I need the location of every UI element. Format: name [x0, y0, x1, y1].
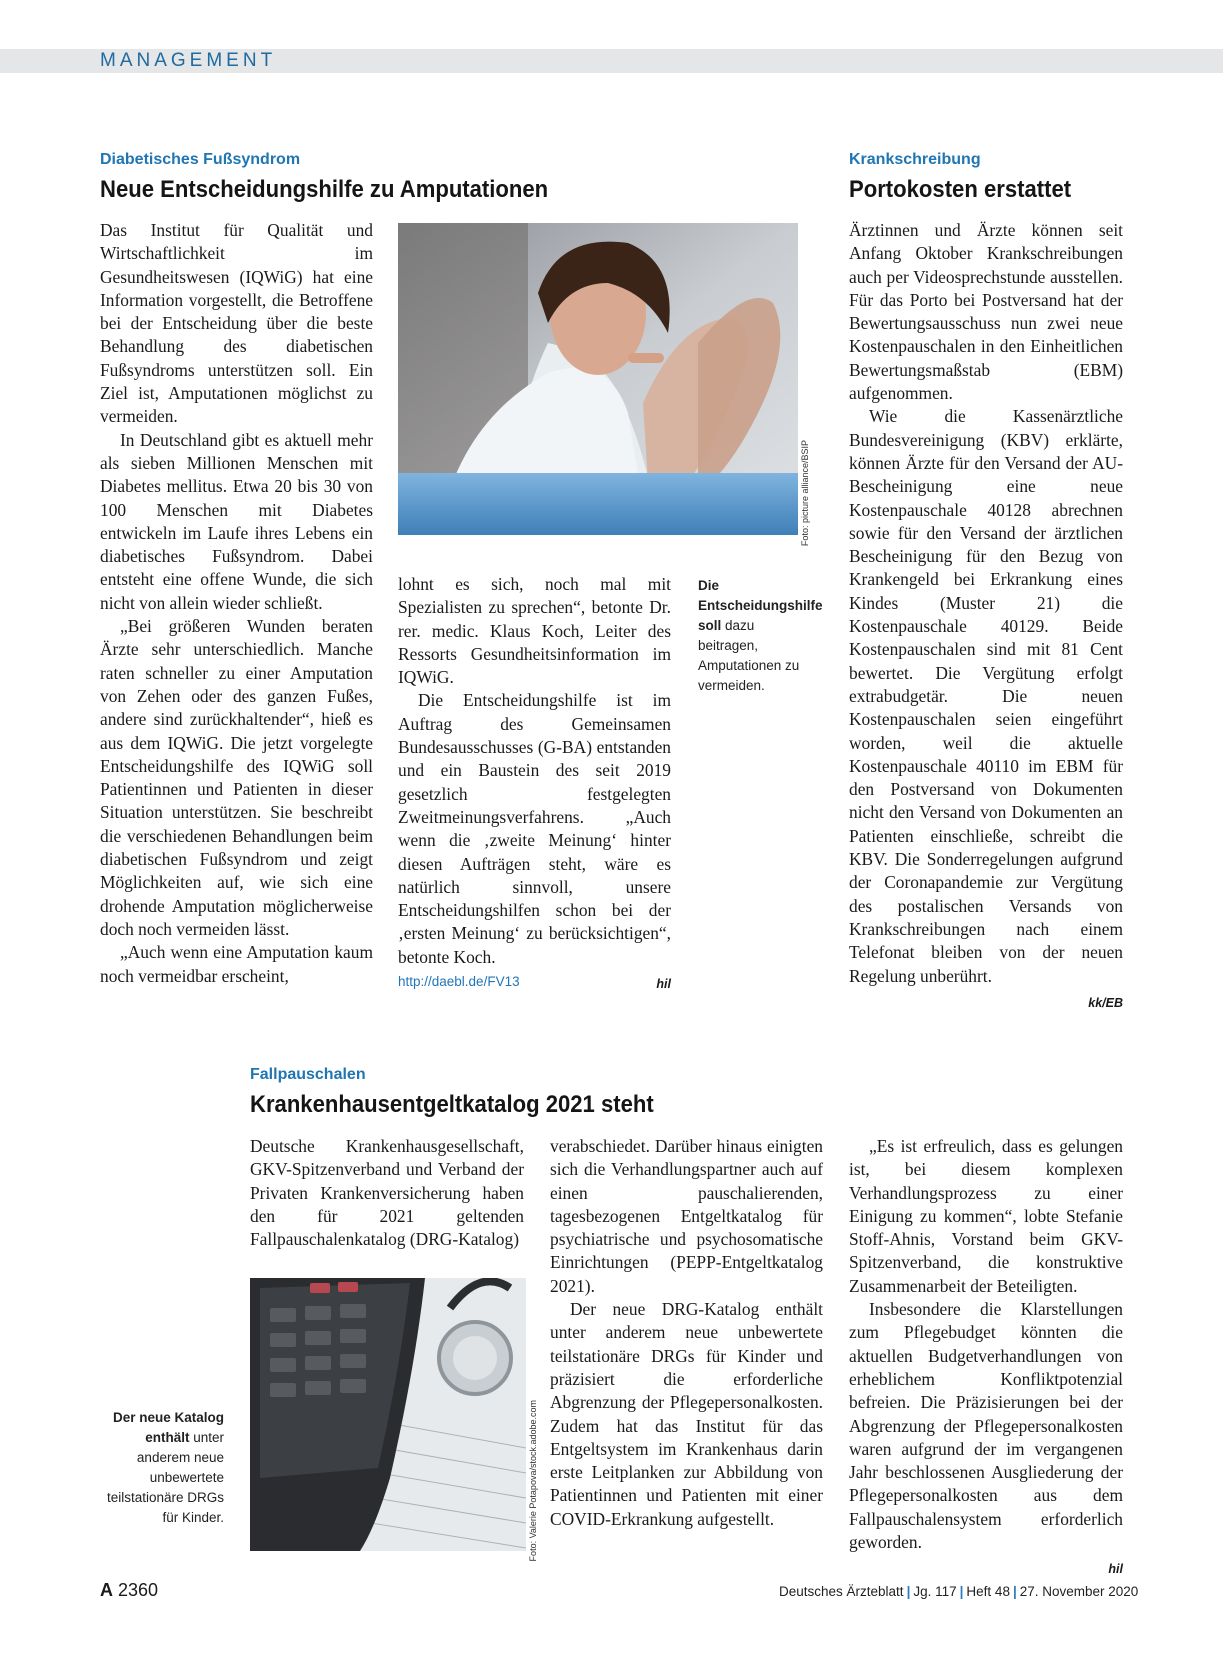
article3-paragraph: „Es ist erfreulich, dass es gelungen ist, bei diesem komplexen Verhandlungsprozess zu einer Einigung zu kommen“, lobte Stefanie Stoff-Ahnis, Vorstand beim GKV-Spitzenverband, die konstruktive Zusammenarbeit der Beteiligten.	[849, 1136, 1123, 1296]
article1-paragraph: In Deutschland gibt es aktuell mehr als sieben Millionen Menschen mit Diabetes mellitus. Etwa 20 bis 30 von 100 Menschen mit Diabetes entwickeln im Laufe ihres Lebens ein diabetisches Fußsyndrom. Dabei entsteht eine offene Wunde, die sich nicht von allein wieder schließt.	[100, 429, 373, 613]
footer-journal: Deutsches Ärzteblatt	[779, 1584, 904, 1599]
article2-column	[849, 219, 1123, 1015]
article1-signature: hil	[656, 977, 671, 992]
article3-signature: hil	[1108, 1562, 1123, 1577]
article1-paragraph: „Auch wenn eine Amputation kaum noch vermeidbar erscheint,	[100, 942, 373, 986]
page-prefix: A	[100, 1580, 113, 1600]
article3-caption	[100, 1408, 224, 1528]
calculator-photo	[250, 1278, 526, 1551]
article1-column-2	[398, 573, 671, 996]
article3-paragraph: Deutsche Krankenhausgesellschaft, GKV-Spitzenverband und Verband der Privaten Krankenversicherung haben den für 2021 geltenden Fallpauschalenkatalog (DRG-Katalog)	[250, 1136, 524, 1250]
article3-paragraph: Der neue DRG-Katalog enthält unter anderem neue unbewertete teilstationäre DRGs für Kinder und präzisiert die erforderliche Abgrenzung der Pflegepersonalkosten. Zudem hat das Institut für das Entgeltsystem im Krankenhaus darin erste Leitplanken zur Abbildung von Patientinnen und Patienten mit einer COVID-Erkrankung aufgestellt.	[550, 1299, 823, 1529]
article1-kicker: Diabetisches Fußsyndrom	[100, 151, 301, 168]
article1-link[interactable]: http://daebl.de/FV13	[398, 974, 520, 989]
article3-column-3	[849, 1135, 1123, 1582]
article2-paragraph: Ärztinnen und Ärzte können seit Anfang Oktober Krankschreibungen auch per Videosprechstunde ausstellen. Für das Porto bei Postversand hat der Bewertungsausschuss nun zwei neue Kostenpauschalen in den Einheitlichen Bewertungsmaßstab (EBM) aufgenommen.	[849, 220, 1123, 404]
footer-journal-info: Deutsches Ärzteblatt | Jg. 117 | Heft 48 | 27. November 2020	[779, 1584, 1139, 1599]
article2-kicker: Krankschreibung	[849, 151, 981, 168]
article3-kicker: Fallpauschalen	[250, 1066, 366, 1083]
article2-signature: kk/EB	[1088, 995, 1123, 1010]
caption-text: unter anderem neue unbewertete teilstationäre DRGs für Kinder.	[106, 1430, 224, 1525]
article1-paragraph: lohnt es sich, noch mal mit Spezialisten zu sprechen“, betonte Dr. rer. medic. Klaus Koch, Leiter des Ressorts Gesundheitsinformation im IQWiG.	[398, 574, 671, 688]
article3-paragraph: Insbesondere die Klarstellungen zum Pflegebudget könnten die aktuellen Budgetverhandlungen von erheblichem Konfliktpotenzial befreien. Die Präzisierungen bei der Abgrenzung der Pflegepersonalkosten waren aufgrund der im vergangenen Jahr beschlossenen Ausgliederung der Pflegepersonalkosten aus dem Fallpauschalensystem erforderlich geworden.	[849, 1299, 1123, 1553]
caption-text: dazu beitragen, Amputationen zu vermeiden.	[698, 618, 800, 693]
article1-caption	[698, 576, 823, 696]
article3-photo-credit: Foto: Valerie Potapova/stock.adobe.com	[528, 1400, 538, 1562]
section-label: MANAGEMENT	[100, 50, 277, 71]
article3-paragraph: verabschiedet. Darüber hinaus einigten sich die Verhandlungspartner auch auf einen pauschalierenden, tagesbezogenen Entgeltkatalog für psychiatrische und psychosomatische Einrichtungen (PEPP-Entgeltkatalog 2021).	[550, 1136, 823, 1296]
article1-column-1	[100, 219, 373, 988]
article1-photo-credit: Foto: picture alliance/BSIP	[800, 440, 810, 547]
article2-paragraph: Wie die Kassenärztliche Bundesvereinigung (KBV) erklärte, können Ärzte für den Versand der AU-Bescheinigung eine neue Kostenpauschale 40128 abrechnen sowie für den Versand der ärztlichen Bescheinigung für den Bezug von Krankengeld bei Erkrankung eines Kindes (Muster 21) die Kostenpauschale 40129. Beide Kostenpauschalen sind mit 81 Cent bewertet. Die Vergütung erfolgt extrabudgetär. Die neuen Kostenpauschalen seien eingeführt worden, weil die aktuelle Kostenpauschale 40110 im EBM für den Postversand von Dokumenten nicht den Versand von Dokumenten an Patienten einschließe, schreibt die KBV. Die Sonderregelungen aufgrund der Coronapandemie zur Vergütung des postalischen Versands von Krankschreibungen nach einem Telefonat bleiben von der neuen Regelung unberührt.	[849, 406, 1123, 986]
page-number	[100, 1580, 158, 1601]
article2-title: Portokosten erstattet	[849, 176, 1072, 203]
article1-paragraph: Das Institut für Qualität und Wirtschaftlichkeit im Gesundheitswesen (IQWiG) hat eine Information vorgestellt, die Betroffene bei der Entscheidung über die beste Behandlung des diabetischen Fußsyndroms unterstützen soll. Ein Ziel ist, Amputationen möglichst zu vermeiden.	[100, 220, 373, 427]
article1-title: Neue Entscheidungshilfe zu Amputationen	[100, 176, 549, 203]
article3-column-1	[250, 1135, 524, 1251]
footer-volume: Jg. 117	[913, 1584, 957, 1599]
footer-issue: Heft 48	[966, 1584, 1010, 1599]
article3-column-2	[550, 1135, 823, 1531]
article3-title: Krankenhausentgeltkatalog 2021 steht	[250, 1091, 654, 1118]
article1-paragraph: „Bei größeren Wunden beraten Ärzte sehr unterschiedlich. Manche raten schneller zu einer Amputation von Zehen oder des ganzen Fußes, andere sind zurückhaltender“, hieß es aus dem IQWiG. Die jetzt vorgelegte Entscheidungshilfe des IQWiG soll Patientinnen und Patienten in dieser Situation unterstützen. Sie beschreibt die verschiedenen Behandlungen beim diabetischen Fußsyndrom und zeigt Möglichkeiten auf, wie sich eine drohende Amputation möglicherweise doch noch vermeiden lässt.	[100, 616, 373, 939]
caption-bold: Der neue Katalog enthält	[112, 1410, 224, 1445]
foot-exam-photo	[398, 223, 798, 535]
caption-bold: Die Entscheidungshilfe soll	[698, 578, 823, 633]
page-number-value: 2360	[118, 1580, 159, 1600]
footer-date: 27. November 2020	[1019, 1584, 1139, 1599]
article1-paragraph: Die Entscheidungshilfe ist im Auftrag des Gemeinsamen Bundesausschusses (G-BA) entstanden und ein Baustein des seit 2019 gesetzlich festgelegten Zweitmeinungsverfahrens. „Auch wenn die ‚zweite Meinung‘ hinter diesen Aufträgen steht, wäre es natürlich sinnvoll, unsere Entscheidungshilfen schon bei der ‚ersten Meinung‘ zu berücksichtigen“, betonte Koch.	[398, 690, 671, 967]
